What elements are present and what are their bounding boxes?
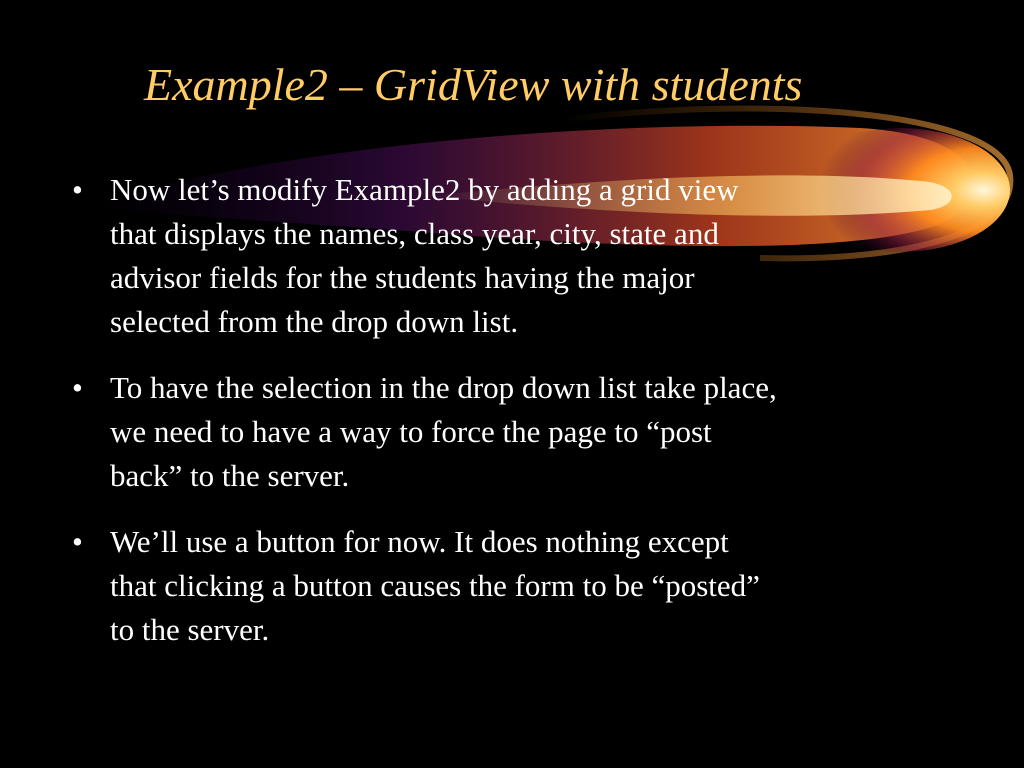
bullet-text-line: to the server. <box>110 612 270 647</box>
bullet-text-line: that clicking a button causes the form to be “posted” <box>110 568 760 603</box>
bullet-icon: • <box>72 172 83 207</box>
bullet-text-line: that displays the names, class year, city, state and <box>110 216 719 251</box>
bullet-text-line: Now let’s modify Example2 by adding a grid view <box>110 172 739 207</box>
bullet-list <box>72 168 982 674</box>
bullet-icon: • <box>72 524 83 559</box>
bullet-text-line: We’ll use a button for now. It does nothing except <box>110 524 729 559</box>
bullet-text-line: we need to have a way to force the page to “post <box>110 414 712 449</box>
bullet-text-line: back” to the server. <box>110 458 350 493</box>
bullet-text-line: To have the selection in the drop down list take place, <box>110 370 777 405</box>
slide-title: Example2 – GridView with students <box>144 59 803 110</box>
bullet-text-line: advisor fields for the students having the major <box>110 260 695 295</box>
bullet-item <box>72 168 982 344</box>
bullet-item <box>72 366 982 498</box>
bullet-item <box>72 520 982 652</box>
bullet-text-line: selected from the drop down list. <box>110 304 519 339</box>
bullet-icon: • <box>72 370 83 405</box>
